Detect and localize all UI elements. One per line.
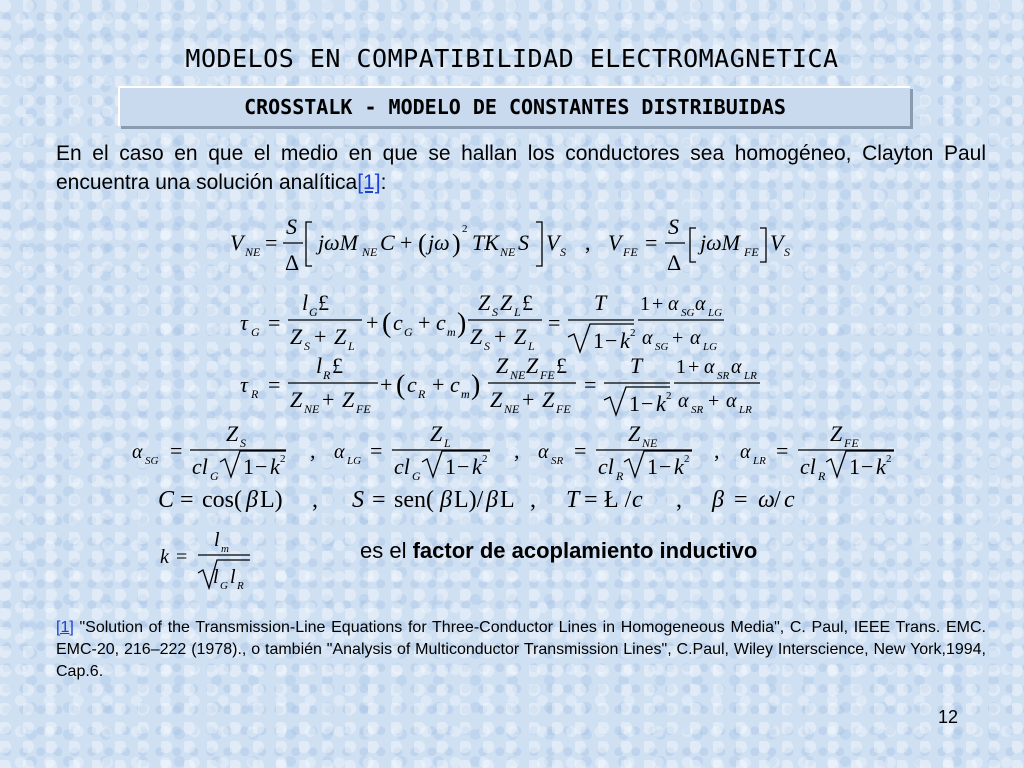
svg-text:=: = bbox=[370, 438, 383, 463]
page-number: 12 bbox=[938, 707, 959, 727]
svg-text:,: , bbox=[530, 487, 536, 513]
svg-text:(: ( bbox=[382, 308, 392, 339]
svg-text:ω: ω bbox=[758, 487, 775, 513]
svg-text:R: R bbox=[251, 387, 259, 401]
svg-text:L): L) bbox=[260, 487, 283, 513]
svg-text:β: β bbox=[712, 487, 724, 513]
slide-title: MODELOS EN COMPATIBILIDAD ELECTROMAGNETICA bbox=[185, 44, 839, 73]
equation-tau-r bbox=[240, 353, 760, 416]
svg-text:Z: Z bbox=[496, 353, 509, 378]
svg-text:k: k bbox=[270, 454, 280, 479]
svg-text:C: C bbox=[380, 230, 395, 255]
svg-text:£: £ bbox=[332, 353, 343, 378]
svg-text:+: + bbox=[688, 356, 700, 378]
svg-text:−: − bbox=[659, 454, 672, 479]
svg-text:L: L bbox=[348, 339, 355, 353]
k-description-prefix: es el bbox=[360, 538, 413, 563]
equation-definitions bbox=[158, 487, 795, 513]
svg-text:+: + bbox=[400, 230, 413, 255]
svg-text:Z: Z bbox=[542, 387, 555, 412]
svg-text:R: R bbox=[418, 387, 426, 401]
k-description bbox=[360, 538, 757, 564]
svg-text:,: , bbox=[312, 487, 318, 513]
svg-text:NE: NE bbox=[642, 436, 658, 450]
svg-text:+: + bbox=[322, 387, 335, 412]
svg-text:T: T bbox=[630, 353, 643, 378]
svg-text:1: 1 bbox=[849, 454, 860, 479]
svg-text:LR: LR bbox=[753, 455, 766, 467]
svg-text:1: 1 bbox=[640, 293, 650, 315]
svg-text:=: = bbox=[180, 487, 194, 513]
reference-text: "Solution of the Transmission-Line Equations for Three-Conductor Lines in Homogeneous Media", C. Paul, IEEE Trans. EMC. EMC-20, 216–222 (1978)., o también "Analysis of Multiconductor Transmission Lines", C.Paul, Wiley Interscience, New York,1994, Cap.6. bbox=[56, 619, 986, 680]
svg-text:V: V bbox=[546, 230, 560, 255]
svg-text:S: S bbox=[240, 436, 246, 450]
svg-text:R: R bbox=[323, 368, 331, 382]
svg-text:Z: Z bbox=[514, 324, 527, 349]
svg-text:NE: NE bbox=[245, 245, 261, 259]
svg-text:L: L bbox=[500, 487, 515, 513]
svg-text:α: α bbox=[690, 327, 701, 349]
svg-text:LR: LR bbox=[744, 370, 757, 382]
svg-text:V: V bbox=[608, 230, 622, 255]
svg-text:T: T bbox=[594, 290, 607, 315]
svg-text:Z: Z bbox=[290, 387, 303, 412]
svg-text:2: 2 bbox=[630, 327, 636, 339]
svg-text:α: α bbox=[695, 293, 706, 315]
svg-text:Z: Z bbox=[342, 387, 355, 412]
svg-text:S: S bbox=[668, 214, 679, 239]
svg-text:α: α bbox=[731, 356, 742, 378]
svg-text:NE: NE bbox=[362, 245, 378, 259]
svg-text:(: ( bbox=[418, 229, 427, 258]
svg-text:FE: FE bbox=[356, 402, 371, 416]
svg-text:S: S bbox=[560, 245, 566, 259]
svg-text:SG: SG bbox=[145, 455, 159, 467]
svg-text:S: S bbox=[352, 487, 364, 513]
svg-text:c: c bbox=[436, 310, 446, 335]
svg-text:L: L bbox=[528, 339, 535, 353]
svg-text:LR: LR bbox=[739, 404, 752, 416]
svg-text:1: 1 bbox=[243, 454, 254, 479]
svg-text:FE: FE bbox=[844, 436, 859, 450]
svg-text:TK: TK bbox=[472, 230, 499, 255]
intro-reference-link[interactable]: [1] bbox=[357, 171, 381, 194]
svg-text:G: G bbox=[251, 325, 260, 339]
intro-text: En el caso en que el medio en que se hallan los conductores sea homogéneo, Clayton Paul encuentra una solución analítica bbox=[56, 142, 986, 194]
svg-text:(: ( bbox=[396, 370, 406, 401]
svg-text:cl: cl bbox=[598, 454, 614, 479]
svg-text:=: = bbox=[170, 438, 183, 463]
svg-text:G: G bbox=[309, 305, 318, 319]
svg-text:=: = bbox=[268, 372, 281, 397]
svg-text:+: + bbox=[432, 372, 445, 397]
svg-text:Δ: Δ bbox=[667, 250, 682, 275]
svg-text:,: , bbox=[514, 438, 520, 463]
svg-text:SR: SR bbox=[691, 404, 704, 416]
svg-text:=: = bbox=[176, 546, 188, 568]
svg-text:R: R bbox=[237, 580, 244, 592]
svg-text:+: + bbox=[652, 293, 664, 315]
svg-text:2: 2 bbox=[684, 453, 690, 465]
svg-text:S: S bbox=[784, 245, 790, 259]
svg-text:=: = bbox=[574, 438, 587, 463]
svg-text:,: , bbox=[585, 230, 591, 255]
svg-text:k: k bbox=[472, 454, 482, 479]
svg-text:G: G bbox=[412, 469, 421, 483]
svg-text:): ) bbox=[457, 308, 467, 339]
svg-text:FE: FE bbox=[623, 245, 638, 259]
slide-subtitle: CROSSTALK - MODELO DE CONSTANTES DISTRIBUIDAS bbox=[244, 95, 786, 119]
svg-text:NE: NE bbox=[510, 368, 526, 382]
svg-text:Z: Z bbox=[490, 387, 503, 412]
svg-text:k: k bbox=[620, 328, 630, 353]
svg-text:S: S bbox=[286, 214, 297, 239]
svg-text:S: S bbox=[492, 305, 498, 319]
svg-text:α: α bbox=[642, 327, 653, 349]
svg-text:V: V bbox=[230, 230, 244, 255]
svg-text:2: 2 bbox=[886, 453, 892, 465]
svg-text:Z: Z bbox=[628, 421, 641, 446]
svg-text:FE: FE bbox=[744, 245, 759, 259]
svg-text:k: k bbox=[160, 546, 169, 568]
svg-text:cl: cl bbox=[192, 454, 208, 479]
svg-text:): ) bbox=[471, 370, 481, 401]
svg-text:Ł /: Ł / bbox=[604, 487, 632, 513]
svg-text:−: − bbox=[641, 391, 654, 416]
svg-text:C: C bbox=[158, 487, 175, 513]
svg-text:NE: NE bbox=[304, 402, 320, 416]
svg-text:R: R bbox=[616, 469, 624, 483]
svg-text:τ: τ bbox=[240, 310, 248, 335]
svg-text:+: + bbox=[366, 310, 379, 335]
svg-text:α: α bbox=[334, 441, 345, 463]
svg-text:cos(: cos( bbox=[202, 487, 242, 513]
svg-text:R: R bbox=[818, 469, 826, 483]
svg-text:Z: Z bbox=[500, 290, 513, 315]
k-description-bold: factor de acoplamiento inductivo bbox=[412, 538, 758, 563]
svg-text:S: S bbox=[304, 339, 310, 353]
svg-text:£: £ bbox=[556, 353, 567, 378]
svg-text:£: £ bbox=[522, 290, 533, 315]
svg-text:c: c bbox=[632, 487, 643, 513]
svg-text:c: c bbox=[784, 487, 795, 513]
svg-text:cl: cl bbox=[394, 454, 410, 479]
svg-text:NE: NE bbox=[500, 245, 516, 259]
svg-text:m: m bbox=[447, 325, 456, 339]
svg-text:SG: SG bbox=[655, 341, 669, 353]
svg-text:2: 2 bbox=[280, 453, 286, 465]
svg-text:β: β bbox=[246, 487, 258, 513]
svg-text:c: c bbox=[450, 372, 460, 397]
svg-text:l: l bbox=[213, 566, 219, 588]
svg-text:=: = bbox=[734, 487, 748, 513]
svg-text:Z: Z bbox=[470, 324, 483, 349]
svg-text:=: = bbox=[776, 438, 789, 463]
svg-text:=: = bbox=[372, 487, 386, 513]
svg-text:−: − bbox=[457, 454, 470, 479]
svg-text:1: 1 bbox=[593, 328, 604, 353]
svg-text:SR: SR bbox=[717, 370, 730, 382]
svg-text:−: − bbox=[861, 454, 874, 479]
svg-text:sen(: sen( bbox=[394, 487, 434, 513]
svg-text:G: G bbox=[220, 580, 228, 592]
svg-text:,: , bbox=[676, 487, 682, 513]
svg-text:LG: LG bbox=[708, 307, 723, 319]
svg-text:jωM: jωM bbox=[700, 230, 740, 255]
svg-text:,: , bbox=[310, 438, 316, 463]
svg-text:S: S bbox=[518, 230, 529, 255]
svg-text:): ) bbox=[452, 229, 461, 258]
svg-text:Z: Z bbox=[830, 421, 843, 446]
svg-text:LG: LG bbox=[347, 455, 362, 467]
reference-link[interactable]: [1] bbox=[56, 619, 74, 636]
svg-text:T: T bbox=[566, 487, 580, 513]
svg-text:G: G bbox=[210, 469, 219, 483]
svg-text:Z: Z bbox=[334, 324, 347, 349]
svg-text:l: l bbox=[214, 529, 220, 551]
svg-text:c: c bbox=[393, 310, 403, 335]
svg-text:k: k bbox=[656, 391, 666, 416]
svg-text:+: + bbox=[708, 390, 720, 412]
equation-alphas bbox=[132, 421, 894, 483]
svg-text:α: α bbox=[132, 441, 143, 463]
equation-k bbox=[160, 529, 250, 592]
svg-text:β: β bbox=[486, 487, 498, 513]
svg-text:cl: cl bbox=[800, 454, 816, 479]
svg-text:α: α bbox=[678, 390, 689, 412]
svg-text:l: l bbox=[230, 566, 236, 588]
svg-text:−: − bbox=[605, 328, 618, 353]
svg-text:α: α bbox=[740, 441, 751, 463]
svg-text:+: + bbox=[418, 310, 431, 335]
svg-text:SR: SR bbox=[551, 455, 564, 467]
svg-text:S: S bbox=[484, 339, 490, 353]
svg-text:+: + bbox=[672, 327, 684, 349]
svg-text:L: L bbox=[514, 305, 521, 319]
svg-text:Z: Z bbox=[290, 324, 303, 349]
svg-text:£: £ bbox=[318, 290, 329, 315]
svg-text:1: 1 bbox=[445, 454, 456, 479]
svg-text:SG: SG bbox=[681, 307, 695, 319]
svg-text:Δ: Δ bbox=[285, 250, 300, 275]
svg-text:Z: Z bbox=[430, 421, 443, 446]
svg-text:=: = bbox=[265, 230, 278, 255]
svg-text:FE: FE bbox=[540, 368, 555, 382]
svg-text:+: + bbox=[380, 372, 393, 397]
svg-text:=: = bbox=[584, 372, 597, 397]
svg-text:2: 2 bbox=[666, 390, 672, 402]
svg-text:jωM: jωM bbox=[318, 230, 358, 255]
svg-text:k: k bbox=[876, 454, 886, 479]
svg-text:k: k bbox=[674, 454, 684, 479]
svg-text:1: 1 bbox=[629, 391, 640, 416]
svg-text:−: − bbox=[255, 454, 268, 479]
svg-text:c: c bbox=[407, 372, 417, 397]
svg-text:,: , bbox=[714, 438, 720, 463]
svg-text:L)/: L)/ bbox=[454, 487, 484, 513]
svg-text:jω: jω bbox=[428, 230, 450, 255]
svg-text:α: α bbox=[704, 356, 715, 378]
intro-suffix: : bbox=[380, 171, 387, 194]
svg-text:LG: LG bbox=[703, 341, 718, 353]
svg-text:=: = bbox=[268, 310, 281, 335]
svg-text:=: = bbox=[548, 310, 561, 335]
svg-text:=: = bbox=[584, 487, 598, 513]
svg-text:G: G bbox=[404, 325, 413, 339]
equation-vne bbox=[230, 214, 790, 275]
svg-text:1: 1 bbox=[676, 356, 686, 378]
svg-text:2: 2 bbox=[482, 453, 488, 465]
svg-text:1: 1 bbox=[647, 454, 658, 479]
reference-footnote bbox=[56, 617, 986, 683]
svg-text:α: α bbox=[668, 293, 679, 315]
svg-text:l: l bbox=[302, 290, 309, 315]
svg-text:Z: Z bbox=[226, 421, 239, 446]
svg-text:Z: Z bbox=[526, 353, 539, 378]
svg-text:l: l bbox=[316, 353, 323, 378]
svg-text:α: α bbox=[538, 441, 549, 463]
svg-text:FE: FE bbox=[556, 402, 571, 416]
svg-text:V: V bbox=[770, 230, 784, 255]
svg-text:+: + bbox=[314, 324, 327, 349]
svg-text:Z: Z bbox=[478, 290, 491, 315]
svg-text:m: m bbox=[461, 387, 470, 401]
equation-tau-g bbox=[240, 290, 724, 353]
svg-text:β: β bbox=[440, 487, 452, 513]
svg-text:=: = bbox=[645, 230, 658, 255]
svg-text:L: L bbox=[444, 436, 451, 450]
svg-text:NE: NE bbox=[504, 402, 520, 416]
svg-text:+: + bbox=[522, 387, 535, 412]
svg-text:m: m bbox=[221, 543, 229, 555]
svg-text:τ: τ bbox=[240, 372, 248, 397]
svg-text:α: α bbox=[726, 390, 737, 412]
svg-text:+: + bbox=[494, 324, 507, 349]
svg-text:2: 2 bbox=[462, 223, 468, 235]
svg-text:/: / bbox=[774, 487, 781, 513]
